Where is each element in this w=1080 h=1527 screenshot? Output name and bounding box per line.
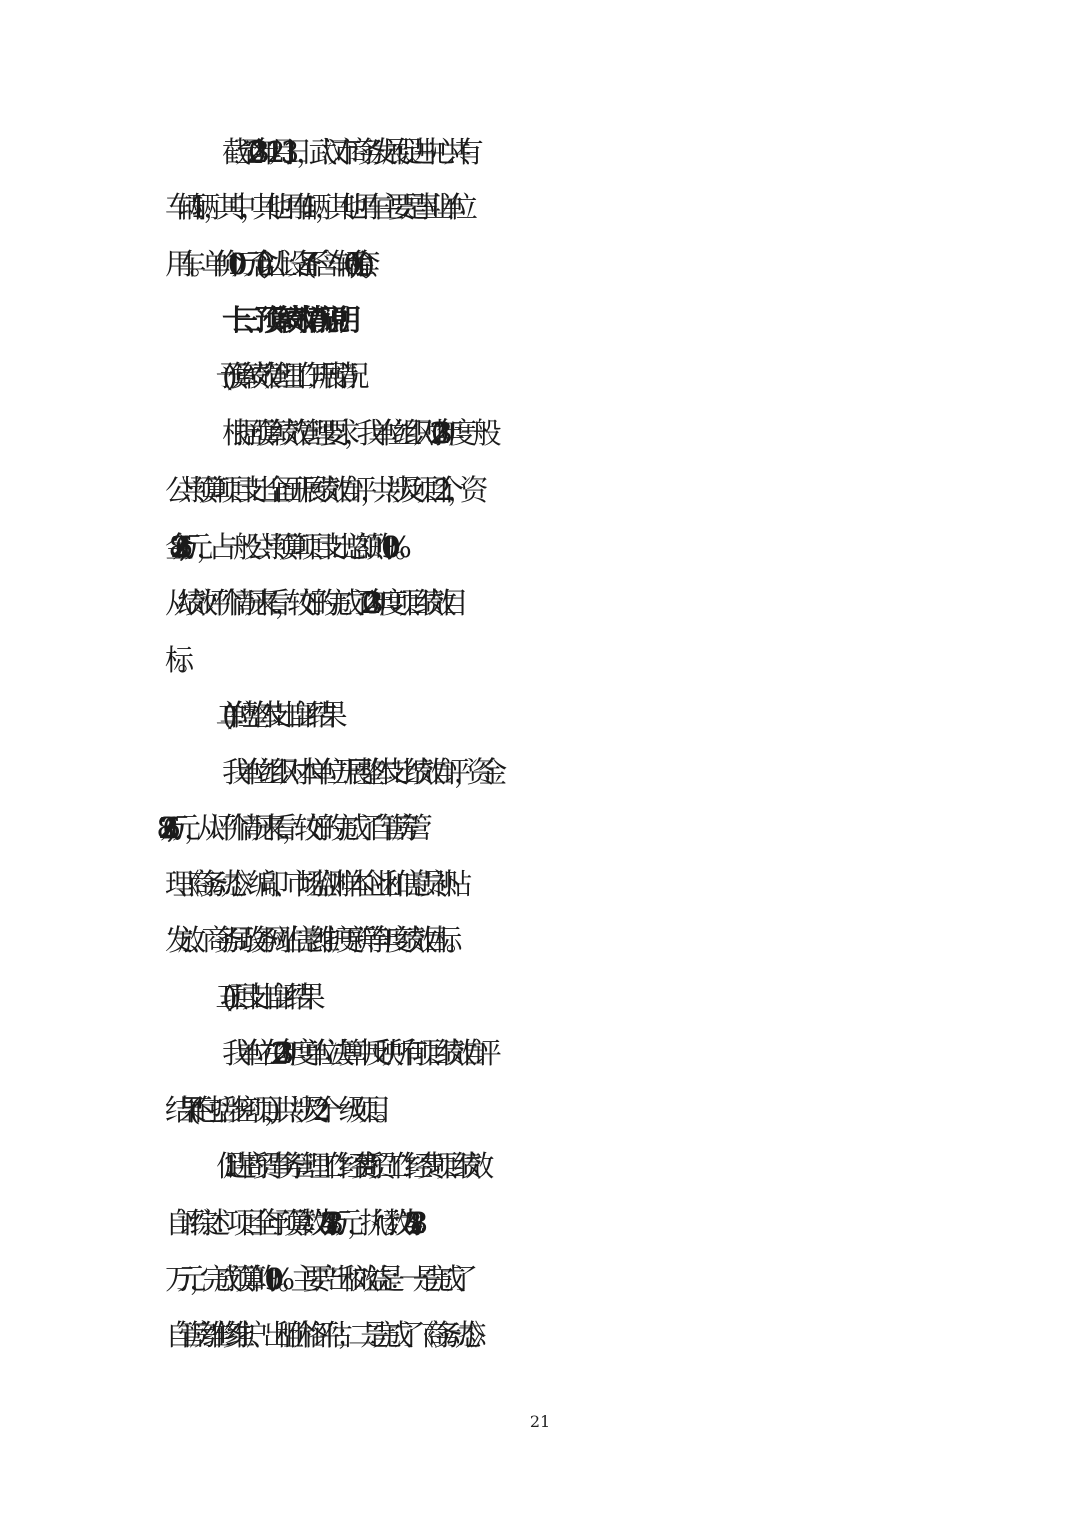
- paragraph-line: 我单位组织对本单位开展整体支出绩效自评，资金: [222, 755, 491, 789]
- paragraph-line: 金1,226.82万元，占一般公共预算项目支出总额的100%。: [165, 530, 408, 564]
- paragraph-line: 1,226.82万元，从评价情况来看，较好的完成了自管房管: [165, 811, 416, 845]
- paragraph-line: 截至2023年12月31日，武汉市商务发展促进中心共有: [222, 135, 468, 169]
- paragraph-line: 结果(不包括涉密项目)，共涉及2个一级项目。: [165, 1093, 388, 1127]
- subsection-heading: (二)单位整体支出自评结果: [222, 698, 330, 732]
- paragraph-line: 理、《商务动态》编印、市场监测样本企业和信息员补贴: [165, 867, 456, 901]
- paragraph-line: 万元，完成预算的100%。主要产出和效益是：一是完成了: [165, 1262, 462, 1296]
- page-number: 21: [529, 1412, 551, 1431]
- subsection-heading: (一)预算绩效管理工作开展情况: [222, 359, 352, 393]
- paragraph-line: 车辆1辆，其中，其他用车1辆，其他用车主要是事业单位: [165, 190, 462, 224]
- paragraph-line: 自管房维修维护、出租价格评估；二是完成了《商务动态》: [165, 1318, 483, 1352]
- paragraph-line: 从绩效评价情况来看，较好的完成了2023年度项目绩效目: [165, 586, 453, 620]
- subsection-heading: (三)项目支出自评结果: [222, 980, 308, 1014]
- paragraph-line: 公共预算项目支出全面开展绩效自评，共涉及项目2个，资: [165, 473, 472, 507]
- paragraph-line: 我单位在2023年度单位决算中反映所有项目绩效自评: [222, 1036, 485, 1070]
- paragraph-line: 用车。单价100万元(含)以上设备(不含车辆)0台(套)。: [165, 247, 371, 281]
- paragraph-line: 发放、商务局政务网站信息维护更新等年度绩效目标。: [165, 923, 458, 957]
- paragraph-line: 根据预算绩效管理要求，我单位组织对2023年度一般: [222, 416, 485, 450]
- paragraph-line: 1.促进商贸事务管理工作经费-商贸工作经费项目绩效: [222, 1149, 478, 1183]
- section-heading: 十三、预算绩效情况说明: [222, 303, 344, 337]
- paragraph-line: 标。: [165, 643, 190, 677]
- paragraph-line: 自评综述：项目全年预算数为28.34万元，执行数为28.34: [165, 1206, 408, 1240]
